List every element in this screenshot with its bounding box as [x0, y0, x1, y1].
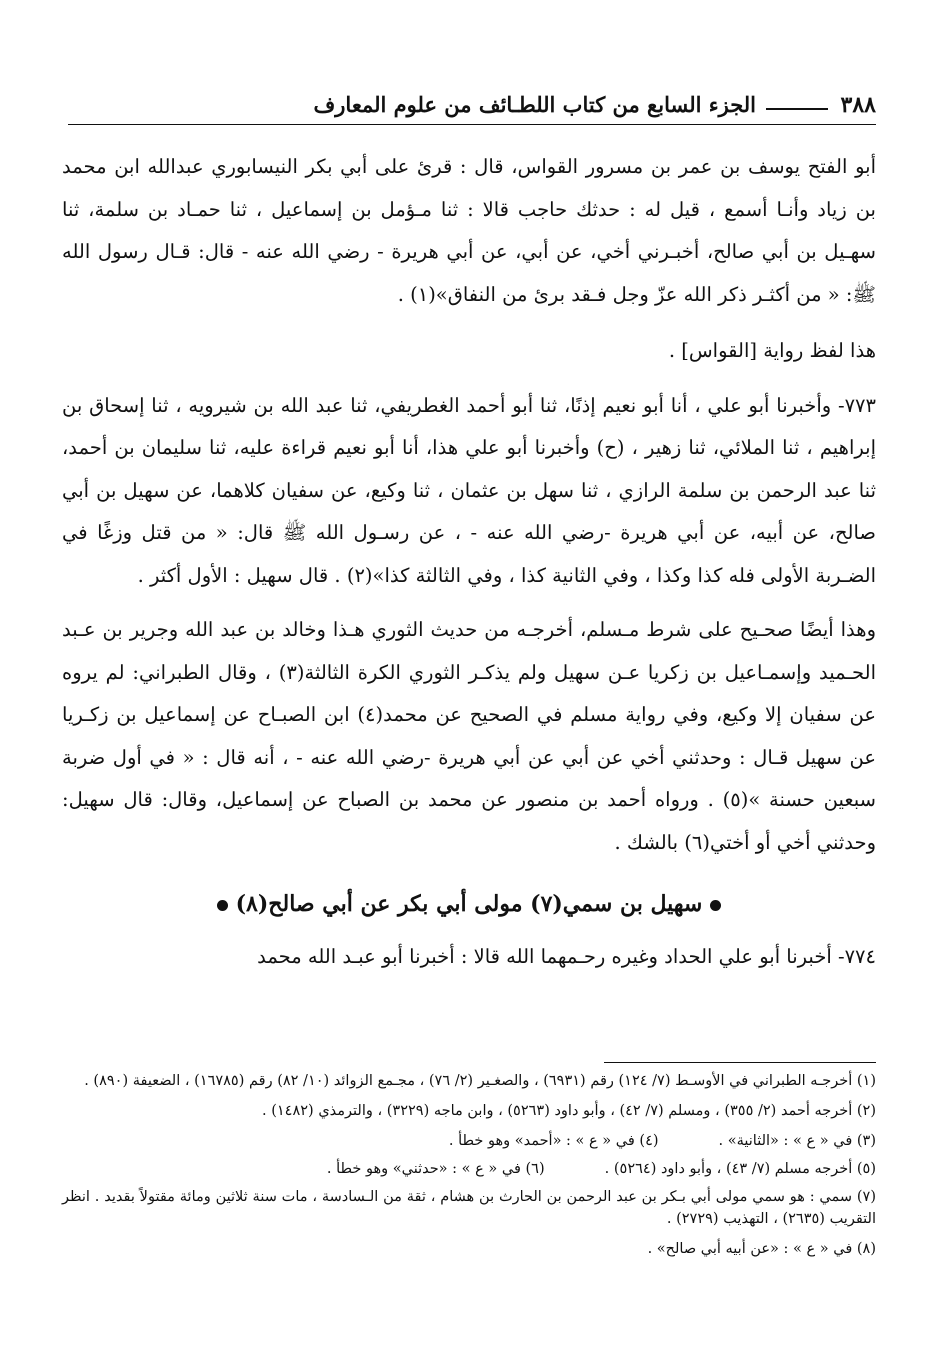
footnote-3: (٣) في « ع » : «الثانية» . [718, 1133, 876, 1149]
footnote-8: (٨) في « ع » : «عن أبيه أبي صالح» . [647, 1241, 876, 1257]
spacer [62, 373, 876, 385]
running-title: الجزء السابع من كتاب اللطـائف من علوم المعارف [313, 92, 756, 117]
footnote-rule [604, 1062, 876, 1063]
spacer [62, 597, 876, 609]
footnotes [62, 1070, 876, 1268]
footnote-row [62, 1158, 876, 1180]
footnote-6: (٦) في « ع » : «حدثني» وهو خطأ . [326, 1161, 545, 1177]
footnote-4: (٤) في « ع » : «أحمد» وهو خطأ . [448, 1133, 659, 1149]
footnote-2: (٢) أخرجه أحمد (٢/ ٣٥٥) ، ومسلم (٧/ ٤٢) ، وأبو داود (٥٢٦٣) ، وابن ماجه (٣٢٢٩) ، والترمذي (١٤٨٢) . [262, 1103, 876, 1119]
hadith-773: ٧٧٣- وأخبرنا أبو علي ، أنا أبو نعيم إذنًا، ثنا أبو أحمد الغطريفي، ثنا عبد الله بن شيرويه ، ثنا إسحاق بن إبراهيم ، ثنا الملائي، ثنا زهير ، (ح) وأخبرنا أبو علي هذا، أنا أبو نعيم قراءة عليه، ثنا سليمان بن أحمد، ثنا عبد الرحمن بن سلمة الرازي ، ثنا سهل بن عثمان ، ثنا وكيع، عن سفيان كلاهما، عن سهيل بن أبي صالح، عن أبيه، عن أبي هريرة -رضي الله عنه - ، عن رسـول الله ﷺ قال: « من قتل وزغًا في الضـربة الأولى فله كذا وكذا ، وفي الثانية كذا ، وفي الثالثة كذا»(٢) . قال سهيل : الأول أكثر . [62, 393, 876, 587]
main-text [62, 146, 876, 979]
paragraph-2: هذا لفظ رواية [القواس] . [668, 339, 876, 362]
running-header [68, 92, 876, 122]
section-heading-text: سهيل بن سمي(٧) مولى أبي بكر عن أبي صالح(٨) [235, 891, 703, 917]
paragraph-1: أبو الفتح يوسف بن عمر بن مسرور القواس، قال : قرئ على أبي بكر النيسابوري عبدالله ابن محمد بن زياد وأنـا أسمع ، قيل له : حدثك حاجب قالا : ثنا مـؤمل بن إسماعيل ، ثنا حمـاد بن سلمة، ثنا سهـيل بن أبي صالح، أخبـرني أخي، عن أبي، عن أبي هريرة - رضي الله عنه - قال: قـال رسول الله ﷺ: « من أكثـر ذكر الله عزّ وجل فـقد برئ من النفاق»(١) . [62, 155, 876, 306]
paragraph-4: وهذا أيضًا صحـيح على شرط مـسلم، أخرجـه من حديث الثوري هـذا وخالد بن عبد الله وجرير بن عـبد الحـميد وإسمـاعيل بن زكريا عـن سهيل ولم يذكـر الثوري الكرة الثالثة(٣) ، وقال الطبراني: لم يروه عن سفيان إلا وكيع، وفي رواية مسلم في الصحيح عن محمد(٤) ابن الصبـاح عن إسماعيل بن زكـريا عن سهيل قـال : وحدثني أخي عن أبي عن أبي هريرة -رضي الله عنه - ، أنه قال : « في أول ضربة سبعين حسنة »(٥) . ورواه أحمد بن منصور عن محمد بن الصباح عن إسماعيل، وقال: قال سهيل: وحدثني أخي أو أختي(٦) بالشك . [62, 618, 877, 854]
section-heading [62, 884, 876, 924]
hadith-774: ٧٧٤- أخبرنا أبو علي الحداد وغيره رحـمهما الله قالا : أخبرنا أبو عبـد الله محمد [257, 945, 876, 968]
header-rule [68, 124, 876, 125]
spacer [62, 316, 876, 328]
bullet-icon [710, 900, 721, 911]
page-number: ٣٨٨ [840, 92, 876, 118]
header-dash [766, 108, 828, 110]
bullet-icon [217, 900, 228, 911]
footnote-7: (٧) سمي : هو سمي مولى أبي بـكر بن عبد الرحمن بن الحارث بن هشام ، ثقة من الـسادسة ، مات سنة ثلاثين ومائة مقتولاً بقديد . انظر التقريب (٢٦٣٥) ، التهذيب (٢٧٢٩) . [62, 1189, 876, 1227]
footnote-1: (١) أخرجـه الطبراني في الأوسـط (٧/ ١٢٤) رقم (٦٩٣١) ، والصغـير (٢/ ٧٦) ، مجـمع الزوائد (١٠/ ٨٢) رقم (١٦٧٨٥) ، الضعيفة (٨٩٠) . [84, 1073, 876, 1089]
footnote-5: (٥) أخرجه مسلم (٧/ ٤٣) ، وأبو داود (٥٢٦٤) . [604, 1161, 876, 1177]
footnote-row [62, 1130, 876, 1152]
